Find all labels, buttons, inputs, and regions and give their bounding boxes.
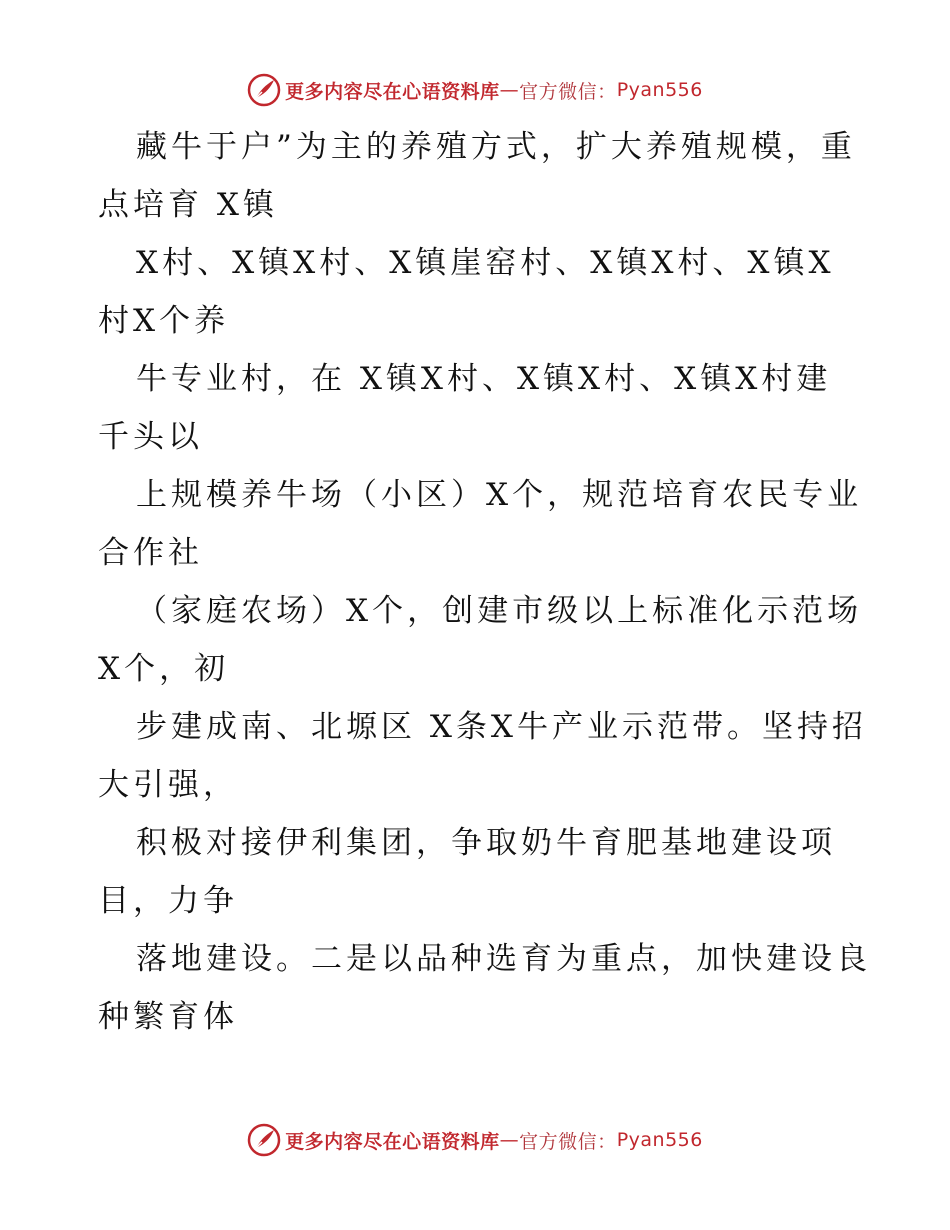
watermark-wechat-label: 官方微信： xyxy=(519,80,617,103)
text-line: X村、X镇X村、X镇崖窑村、X镇X村、X镇X xyxy=(136,245,835,281)
text-line: 种繁育体 xyxy=(98,999,238,1035)
text-line: 村X个养 xyxy=(98,303,230,339)
text-line: 点培育 X镇 xyxy=(98,187,278,223)
paragraph xyxy=(98,930,878,1046)
footer-watermark xyxy=(0,1122,950,1158)
quill-logo-icon xyxy=(247,1123,281,1157)
header-watermark xyxy=(0,72,950,108)
text-line: （家庭农场）X个，创建市级以上标准化示范场 xyxy=(136,593,863,629)
watermark-separator: — xyxy=(499,79,520,101)
watermark-text xyxy=(285,77,703,104)
text-line: 大引强， xyxy=(98,767,238,803)
watermark-text xyxy=(285,1127,703,1154)
paragraph xyxy=(98,466,878,582)
quill-logo-icon xyxy=(247,73,281,107)
text-line: 藏牛于户”为主的养殖方式，扩大养殖规模，重 xyxy=(136,129,856,165)
paragraph xyxy=(98,350,878,466)
paragraph xyxy=(98,234,878,350)
watermark-wechat-id: Pyan556 xyxy=(616,79,703,101)
document-body xyxy=(98,118,878,1046)
text-line: 牛专业村，在 X镇X村、X镇X村、X镇X村建 xyxy=(136,361,832,397)
paragraph xyxy=(98,118,878,234)
text-line: X个，初 xyxy=(98,651,230,687)
text-line: 目，力争 xyxy=(98,883,238,919)
text-line: 步建成南、北塬区 X条X牛产业示范带。坚持招 xyxy=(136,709,867,745)
watermark-wechat-label: 官方微信： xyxy=(519,1130,617,1153)
text-line: 积极对接伊利集团，争取奶牛育肥基地建设项 xyxy=(136,825,836,861)
text-line: 上规模养牛场（小区）X个，规范培育农民专业 xyxy=(136,477,863,513)
text-line: 合作社 xyxy=(98,535,203,571)
watermark-separator: — xyxy=(499,1129,520,1151)
paragraph xyxy=(98,814,878,930)
paragraph xyxy=(98,582,878,698)
watermark-main-text: 更多内容尽在心语资料库 xyxy=(285,80,500,103)
text-line: 千头以 xyxy=(98,419,203,455)
watermark-wechat-id: Pyan556 xyxy=(616,1129,703,1151)
paragraph xyxy=(98,698,878,814)
text-line: 落地建设。二是以品种选育为重点，加快建设良 xyxy=(136,941,871,977)
watermark-main-text: 更多内容尽在心语资料库 xyxy=(285,1130,500,1153)
